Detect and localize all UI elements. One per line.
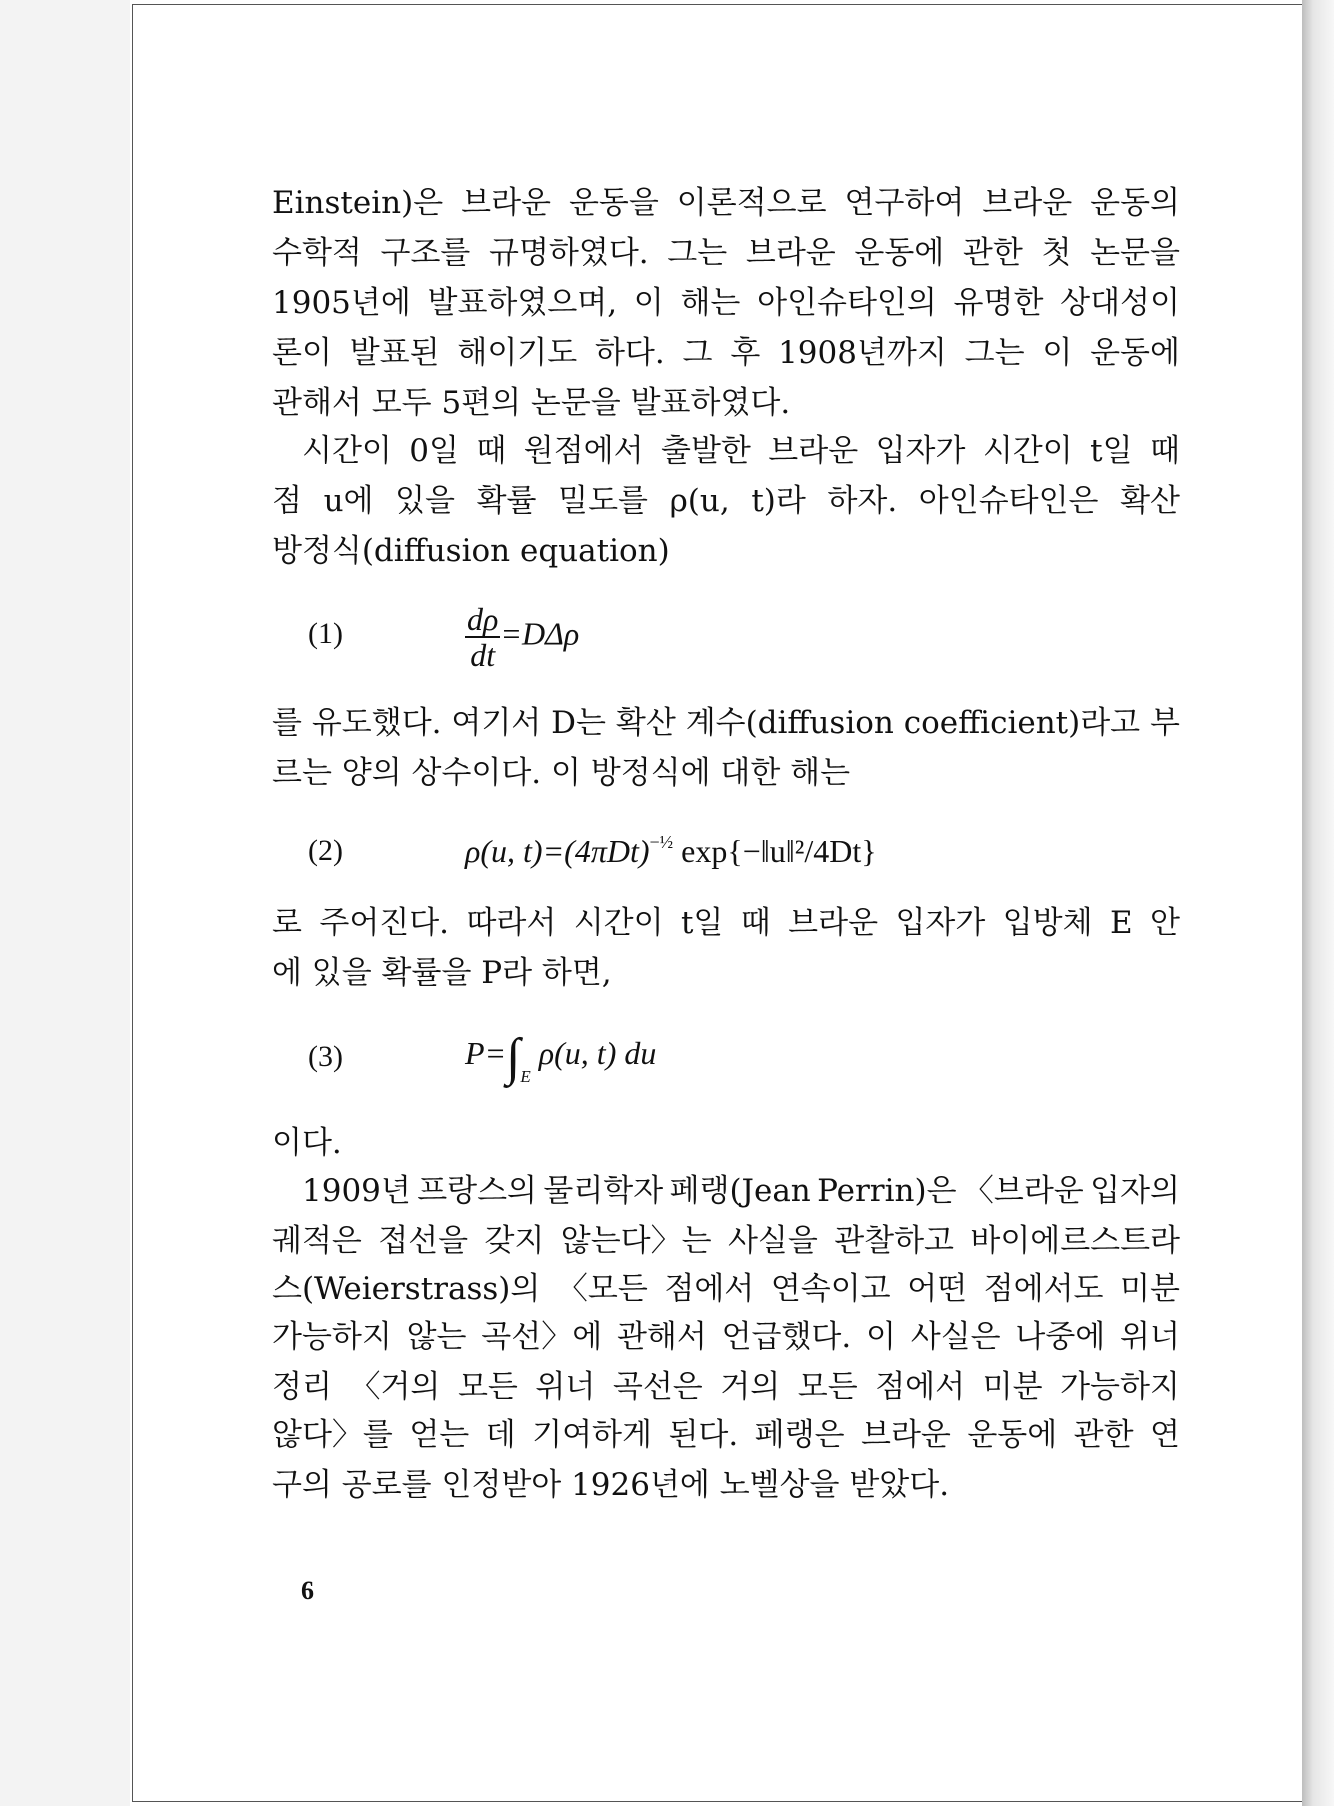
word: 때 [476,433,507,469]
word: 곡선은 [612,1369,703,1405]
word: 점에서도 [983,1271,1104,1307]
word: 계수(diffusion [685,705,894,741]
word: 발표된 [349,335,440,371]
word: 나중에 [1015,1319,1106,1355]
word: 확산 [1120,483,1180,519]
word: 어떤 [907,1271,968,1307]
word: 여기서 [451,705,542,741]
word: t일 [680,905,724,941]
word: 이 [866,1319,896,1355]
word: 주어진다. [319,905,450,941]
equation-3 [465,1028,656,1087]
word: u에 [323,483,374,519]
word: Einstein)은 [272,185,444,221]
equation-rhs: ρ(u, t) du [530,1035,657,1071]
word: 해는 [680,285,741,321]
word: 1908년까지 [778,335,947,371]
word: 정리 [272,1369,332,1405]
word: 원점에서 [523,433,644,469]
word: 운동의 [1090,185,1180,221]
word: 〈모든 [556,1271,648,1307]
text-line [272,700,1180,746]
word: 브라운 [768,433,859,469]
text-line [272,478,1180,524]
word: 관한 [962,235,1023,271]
text-line: 에 있을 확률을 P라 하면, [272,955,612,991]
word: 연 [1150,1417,1180,1453]
integral-sign: ∫ [506,1029,521,1086]
word: 점에서 [664,1271,755,1307]
text-line [272,280,1180,326]
word: 이 [633,285,664,321]
equation-rhs: =DΔρ [500,615,580,652]
equation-number: (1) [308,617,343,650]
word: 바이에르스트라 [970,1223,1180,1259]
word: 시간이 [302,433,392,469]
word: 수학적 [272,235,362,271]
word: 시간이 [982,433,1073,469]
word: 를 [272,705,302,741]
equation-1 [465,602,579,672]
text-line [302,428,1180,474]
text-line [272,1412,1180,1458]
word: 관한 [1073,1417,1134,1453]
word: 않는다〉는 [560,1223,712,1259]
word: 운동에 [1090,335,1180,371]
word: 프랑스의 [417,1173,538,1209]
word: 출발한 [661,433,751,469]
equation-rhs: exp{−‖u‖²/4Dt} [673,833,877,869]
word: 갖지 [484,1223,545,1259]
word: 브라운 [861,1417,951,1453]
word: 하다. [594,335,665,371]
word: 연구하여 [844,185,965,221]
word: 후 [730,335,761,371]
word: E [1109,905,1133,941]
word: ρ(u, [669,483,730,519]
word: 유도했다. [311,705,442,741]
word: 운동에 [854,235,945,271]
word: 해이기도 [457,335,578,371]
text-line: 이다. [272,1125,342,1161]
word: 이 [1042,335,1073,371]
word: 하자. [827,483,898,519]
text-line [272,900,1180,946]
word: 가능하지 [272,1319,392,1355]
word: 그는 [667,235,728,271]
fraction [465,602,500,672]
page-number: 6 [301,1576,314,1605]
page-edge-shadow [1302,0,1334,1806]
word: 〈거의 [349,1369,441,1405]
word: 브라운 [461,185,551,221]
word: 데 [485,1417,516,1453]
word: 브라운 [788,905,879,941]
word: 사실을 [727,1223,818,1259]
word: 논문을 [1090,235,1180,271]
word: 운동을 [568,185,659,221]
word: 입자의 [1090,1173,1180,1209]
word: 않다〉를 [272,1417,393,1453]
equation-lhs: ρ(u, t)=(4πDt) [465,833,650,869]
word: 연속이고 [770,1271,891,1307]
word: 접선을 [378,1223,469,1259]
word: 규명하였다. [489,235,649,271]
word: 페랭(Jean [669,1173,811,1209]
word: 때 [1149,433,1180,469]
equation-number: (2) [308,834,343,867]
word: 발표하였으며, [427,285,618,321]
word: 모든 [797,1369,858,1405]
word: 관찰하고 [834,1223,954,1259]
word: t일 [1090,433,1133,469]
word: 얻는 [409,1417,470,1453]
word: t)라 [751,483,806,519]
word: 〈브라운 [962,1173,1084,1209]
word: coefficient)라고 [903,705,1141,741]
equation-2 [465,832,877,870]
word: Perrin)은 [817,1173,957,1209]
word: 아인슈타인은 [918,483,1099,519]
word: 가능하지 [1060,1369,1180,1405]
word: 따라서 [466,905,557,941]
word: 그 [682,335,713,371]
word: 1905년에 [272,285,411,321]
word: 그는 [964,335,1025,371]
word: 된다. [668,1417,739,1453]
scan-margin [0,0,130,1806]
word: 구조를 [380,235,471,271]
word: 기여하게 [532,1417,652,1453]
text-line [272,180,1180,226]
word: 운동에 [967,1417,1058,1453]
word: 사실은 [910,1319,1001,1355]
word: 안 [1150,905,1180,941]
word: 첫 [1041,235,1072,271]
word: 미분 [982,1369,1043,1405]
text-line [272,1218,1180,1264]
word: 않는 [406,1319,467,1355]
word: 거의 [720,1369,781,1405]
word: 확률 [476,483,537,519]
word: 상대성이 [1060,285,1180,321]
text-line: 르는 양의 상수이다. 이 방정식에 대한 해는 [272,755,851,791]
word: 확산 [615,705,676,741]
word: 아인슈타인의 [757,285,937,321]
word: 1909년 [302,1173,411,1209]
word: 부 [1150,705,1180,741]
word: 점에서 [875,1369,966,1405]
text-line: 관해서 모두 5편의 논문을 발표하였다. [272,385,791,421]
word: D는 [551,705,606,741]
word: 0일 [409,433,459,469]
word: 모든 [457,1369,518,1405]
text-line: 구의 공로를 인정받아 1926년에 노벨상을 받았다. [272,1467,950,1503]
equation-lhs: P= [465,1035,507,1071]
word: 유명한 [953,285,1044,321]
text-line [272,1314,1180,1360]
word: 물리학자 [543,1173,664,1209]
text-line [272,1364,1180,1410]
text-line [272,230,1180,276]
text-line [302,1168,1180,1214]
word: 궤적은 [272,1223,362,1259]
word: 이론적으로 [676,185,827,221]
word: 언급했다. [721,1319,852,1355]
word: 입자가 [895,905,986,941]
word: 브라운 [745,235,836,271]
word: 론이 [272,335,332,371]
equation-exponent: −½ [649,832,674,852]
word: 로 [272,905,302,941]
word: 관해서 [616,1319,707,1355]
word: 점 [272,483,302,519]
text-line [272,1266,1180,1312]
word: 위너 [1120,1319,1180,1355]
word: 페랭은 [754,1417,845,1453]
fraction-numerator: dρ [467,601,499,637]
word: 입방체 [1002,905,1093,941]
word: 때 [740,905,771,941]
word: 시간이 [573,905,664,941]
word: 위너 [535,1369,596,1405]
word: 스(Weierstrass)의 [272,1271,541,1307]
text-line: 방정식(diffusion equation) [272,533,670,569]
integral-subscript: E [520,1067,531,1086]
word: 브라운 [982,185,1073,221]
text-line [272,330,1180,376]
word: 미분 [1120,1271,1180,1307]
fraction-denominator: dt [470,637,496,673]
word: 입자가 [875,433,966,469]
word: 밀도를 [558,483,648,519]
word: 있을 [395,483,455,519]
word: 곡선〉에 [481,1319,603,1355]
equation-number: (3) [308,1040,343,1073]
